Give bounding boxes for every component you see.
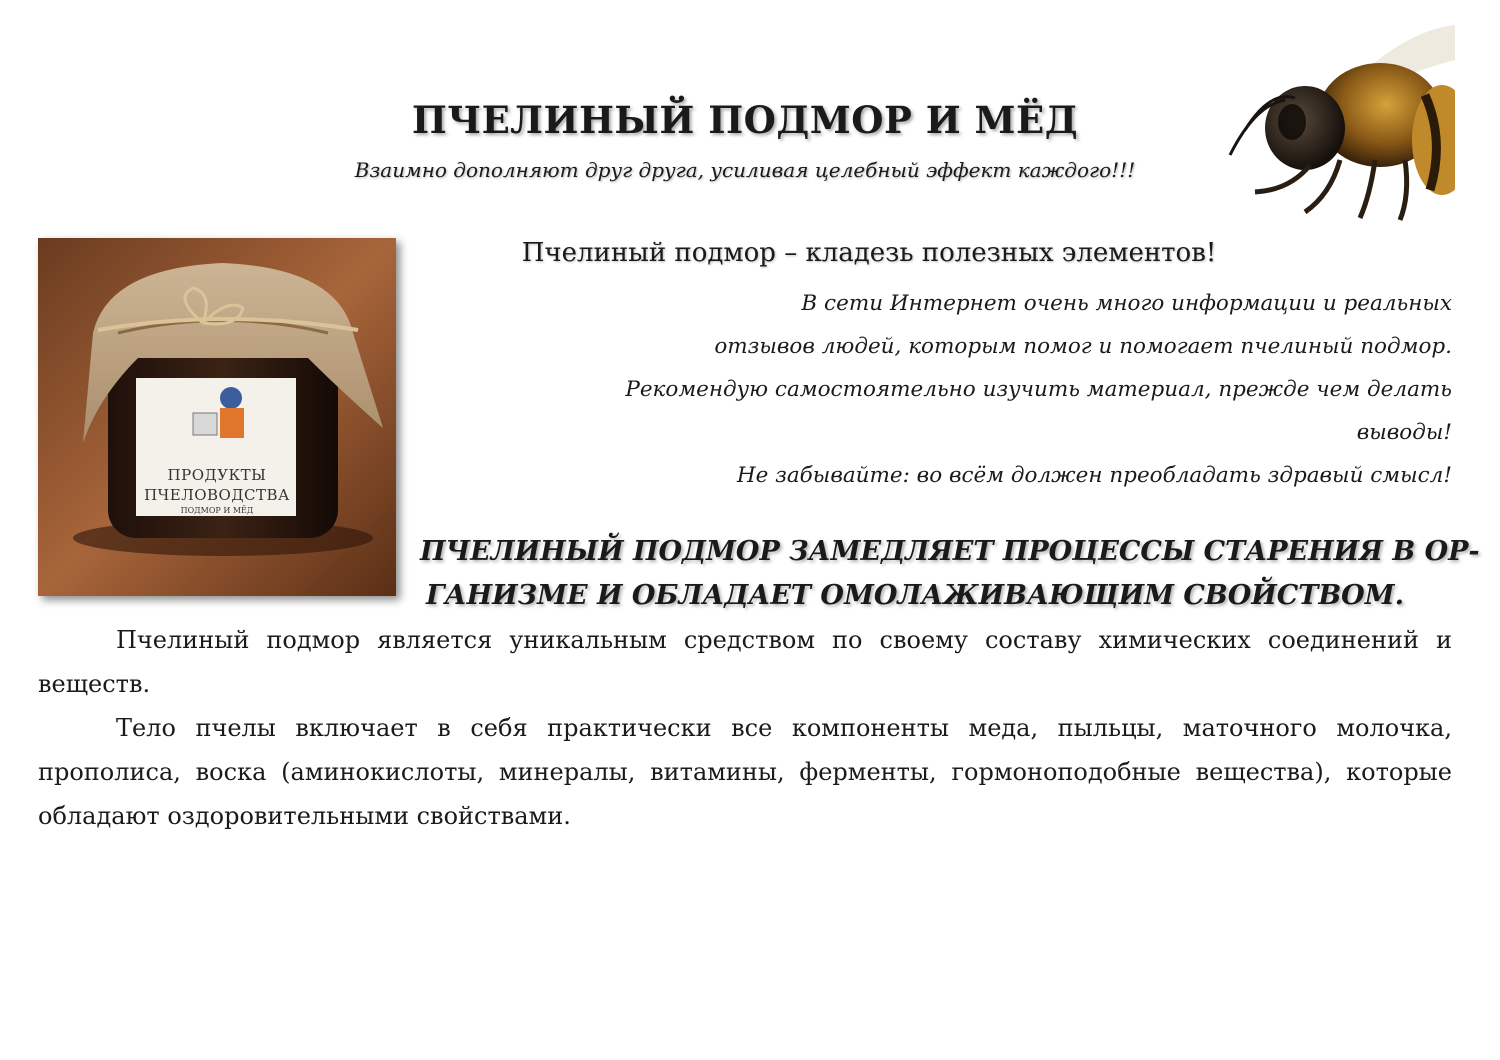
body-text [38, 618, 1452, 838]
bee-illustration [1210, 20, 1455, 225]
section-heading: Пчелиный подмор – кладезь полезных элементов! [521, 238, 1217, 268]
honey-jar-photo [38, 238, 396, 596]
intro-line: отзывов людей, которым помог и помогает пчелиный подмор. [714, 334, 1452, 359]
intro-line: В сети Интернет очень много информации и реальных [801, 291, 1452, 316]
intro-line: выводы! [1356, 420, 1452, 445]
body-paragraph: Тело пчелы включает в себя практически все компоненты меда, пыльцы, маточного молочка, прополиса, воска (аминокислоты, минералы, витамины, ферменты, гормоноподобные вещества), которые обладают оздоровительными свойствами. [38, 714, 1452, 830]
jar-label-line1: ПРОДУКТЫ [167, 466, 267, 484]
callout-line: ПЧЕЛИНЫЙ ПОДМОР ЗАМЕДЛЯЕТ ПРОЦЕССЫ СТАРЕНИЯ В ОР- [420, 536, 1480, 567]
jar-label-line3: ПОДМОР И МЁД [180, 506, 254, 515]
intro-text [420, 282, 1452, 497]
body-paragraph: Пчелиный подмор является уникальным средством по своему составу химических соединений и веществ. [38, 626, 1452, 698]
callout-line: ГАНИЗМЕ И ОБЛАДАЕТ ОМОЛАЖИВАЮЩИМ СВОЙСТВОМ. [426, 580, 1404, 611]
page-title: ПЧЕЛИНЫЙ ПОДМОР И МЁД [411, 98, 1079, 142]
intro-line: Рекомендую самостоятельно изучить материал, прежде чем делать [625, 377, 1452, 402]
jar-label-line2: ПЧЕЛОВОДСТВА [144, 486, 290, 504]
callout-heading [420, 530, 1480, 618]
intro-line: Не забывайте: во всём должен преобладать здравый смысл! [736, 463, 1452, 488]
page-subtitle: Взаимно дополняют друг друга, усиливая целебный эффект каждого!!! [354, 158, 1136, 182]
